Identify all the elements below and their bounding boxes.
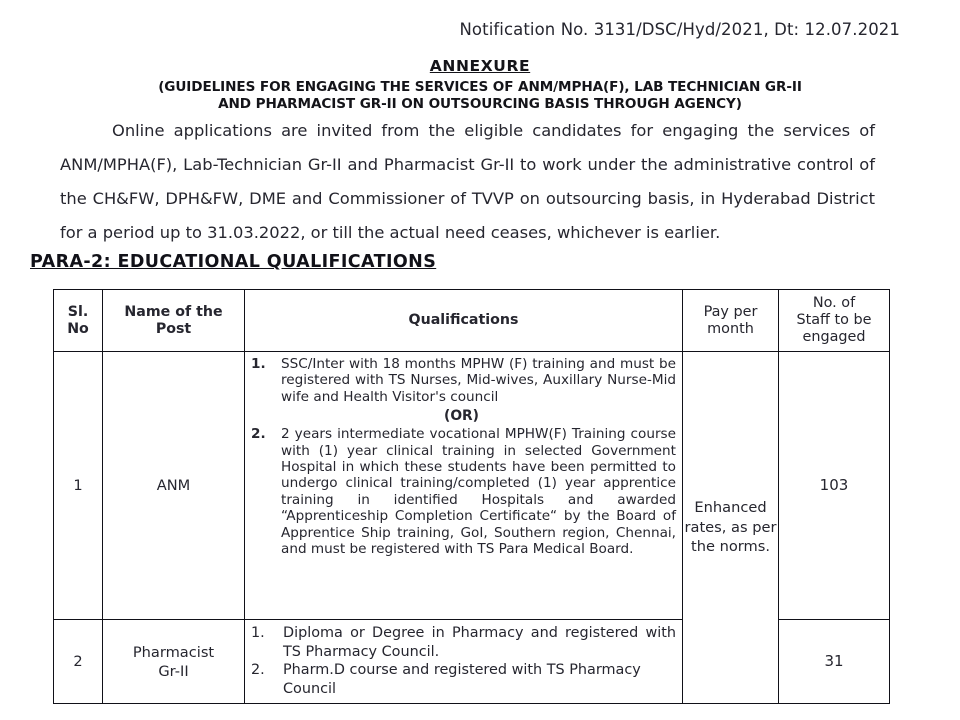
row-1-staff-count: 103: [779, 352, 890, 620]
header-sl-no: [54, 290, 103, 352]
qualification-text: 2 years intermediate vocational MPHW(F) Training course with (1) year clinical training in selected Government Hospital in which these students have been permitted to undergo clinical training/completed (1) year apprentice training in identified Hospitals and awarded “Apprenticeship Completion Certificate“ by the Board of Apprentice Ship training, GoI, Southern region, Chennai, and must be registered with TS Para Medical Board.: [281, 426, 676, 558]
qualification-number: 1.: [251, 625, 265, 641]
qualification-or-separator: (OR): [444, 408, 479, 425]
qualification-item: [247, 356, 676, 405]
header-post-line2: Post: [155, 320, 192, 337]
pay-per-month-value: Enhanced rates, as per the norms.: [683, 352, 779, 704]
qualification-item: [247, 624, 676, 661]
notification-number: Notification No. 3131/DSC/Hyd/2021, Dt: 12.07.2021: [459, 20, 900, 39]
header-post-line1: Name of the: [124, 303, 223, 320]
header-staff-line2: Staff to be: [796, 312, 872, 328]
header-name-of-post: [103, 290, 245, 352]
row-2-post-line2: Gr-II: [158, 662, 189, 680]
row-2-post-name: [103, 620, 245, 704]
header-sl-no-line2: No: [67, 320, 89, 337]
qualification-text: SSC/Inter with 18 months MPHW (F) training and must be registered with TS Nurses, Mid-wives, Auxillary Nurse-Mid wife and Health Visitor's council: [281, 356, 676, 405]
header-pay-line1: Pay per: [703, 303, 758, 320]
guidelines-subtitle: [60, 79, 900, 112]
row-2-qualifications: [245, 620, 683, 704]
para-2-heading: PARA-2: EDUCATIONAL QUALIFICATIONS: [30, 252, 437, 272]
row-2-staff-count: 31: [779, 620, 890, 704]
row-2-post-line1: Pharmacist: [132, 643, 215, 661]
qualification-number: 1.: [251, 356, 266, 372]
header-staff-line3: engaged: [802, 329, 866, 345]
intro-paragraph: [60, 114, 875, 250]
annexure-header: [60, 56, 900, 112]
row-2-sl-no: 2: [54, 620, 103, 704]
qualification-number: 2.: [251, 426, 266, 443]
header-qualifications: Qualifications: [245, 290, 683, 352]
guidelines-line-2: AND PHARMACIST GR-II ON OUTSOURCING BASIS THROUGH AGENCY): [218, 95, 742, 112]
qualification-item: [247, 426, 676, 557]
row-1-qualifications: [245, 352, 683, 620]
qualification-number: 2.: [251, 662, 265, 678]
intro-text: Online applications are invited from the eligible candidates for engaging the services of ANM/MPHA(F), Lab-Technician Gr-II and Pharmacist Gr-II to work under the administrative control of the CH&FW, DPH&FW, DME and Commissioner of TVVP on outsourcing basis, in Hyderabad District for a period up to 31.03.2022, or till the actual need ceases, whichever is earlier.: [60, 121, 875, 242]
guidelines-line-1: (GUIDELINES FOR ENGAGING THE SERVICES OF ANM/MPHA(F), LAB TECHNICIAN GR-II: [158, 79, 802, 95]
annexure-title: ANNEXURE: [429, 57, 531, 75]
qualification-text: Pharm.D course and registered with TS Pharmacy Council: [283, 662, 641, 697]
educational-qualifications-table: [53, 289, 890, 704]
header-pay-line2: month: [707, 320, 754, 337]
table-row: [54, 352, 890, 620]
row-1-post-name: ANM: [103, 352, 245, 620]
header-staff-line1: No. of: [812, 295, 856, 311]
header-staff-engaged: [779, 290, 890, 352]
header-sl-no-line1: Sl.: [67, 303, 89, 320]
qualification-item: [247, 661, 676, 698]
qualification-text: Diploma or Degree in Pharmacy and registered with TS Pharmacy Council.: [283, 625, 676, 660]
row-1-sl-no: 1: [54, 352, 103, 620]
table-header-row: [54, 290, 890, 352]
header-pay-per-month: [683, 290, 779, 352]
